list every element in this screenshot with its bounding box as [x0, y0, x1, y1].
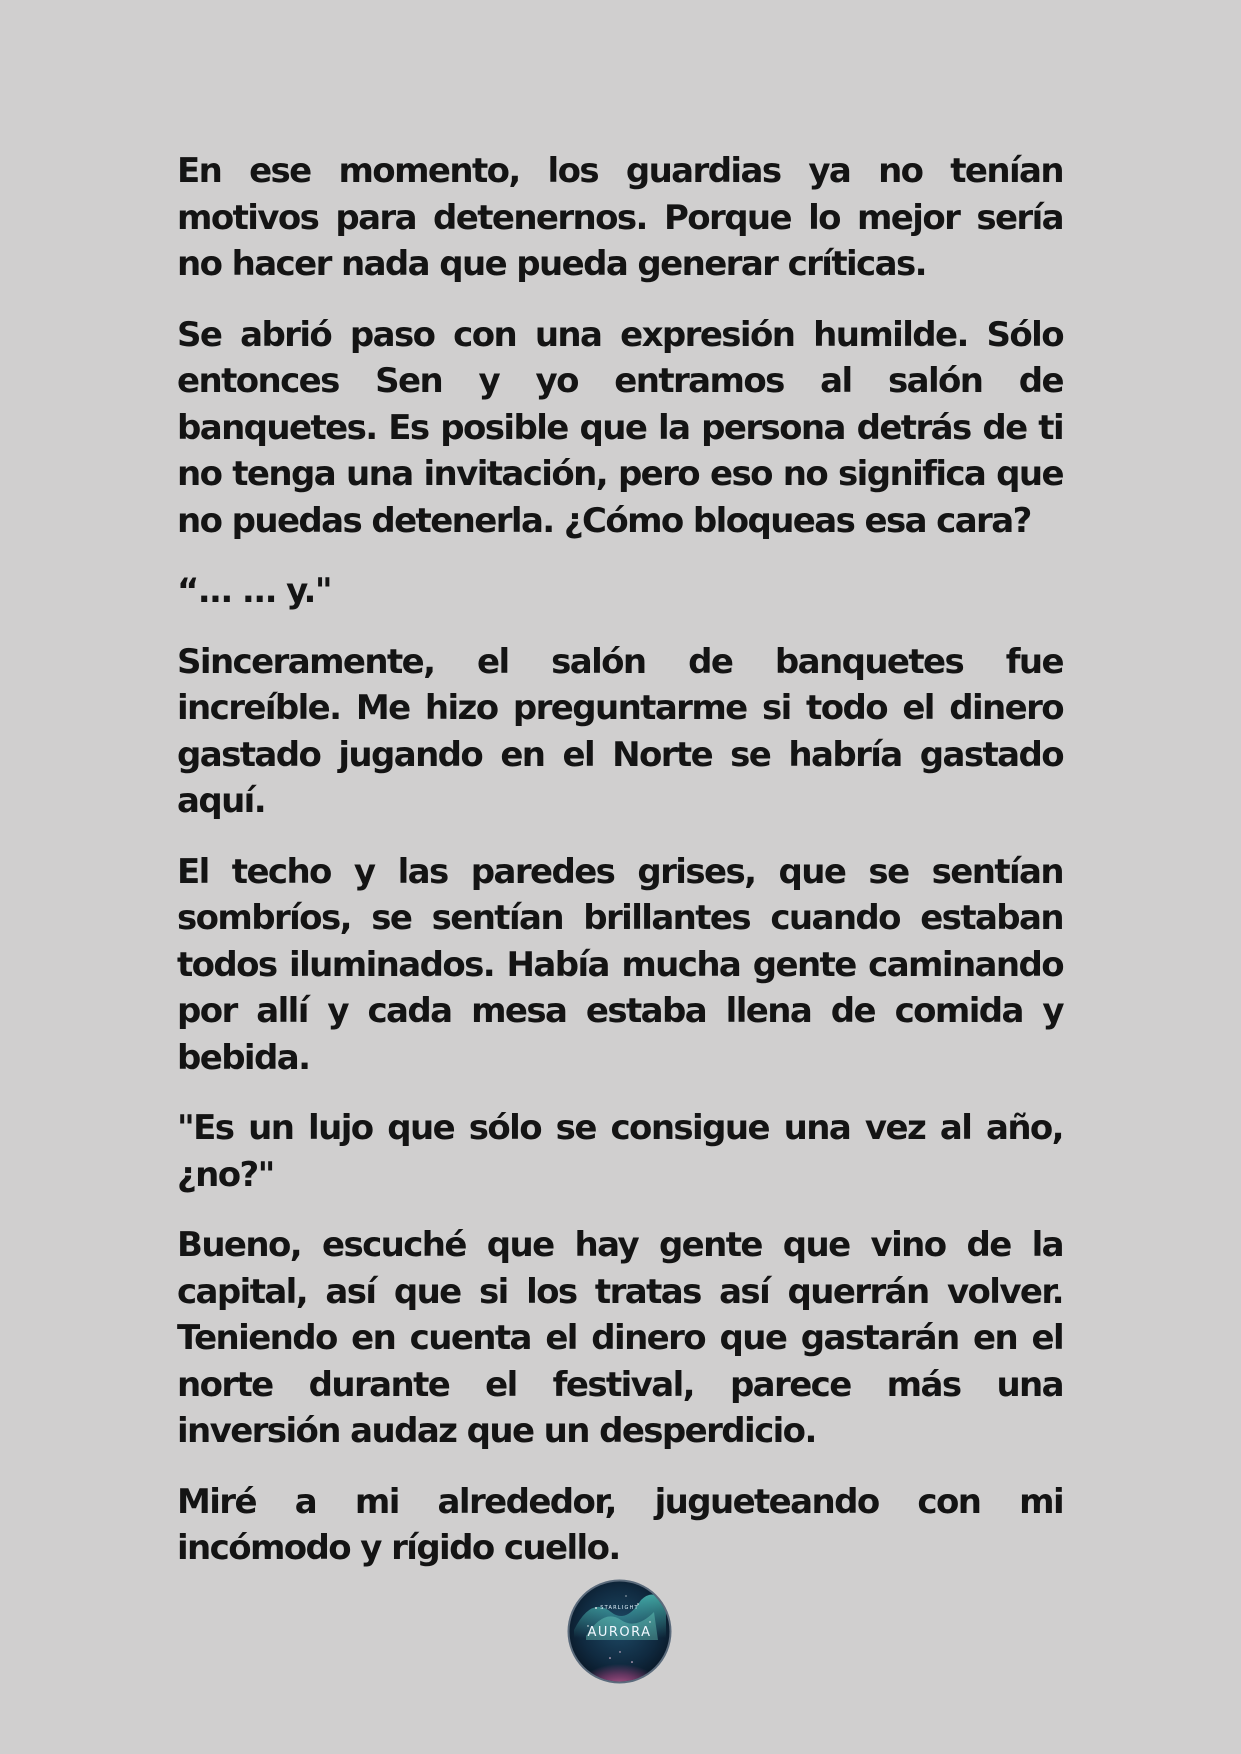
- svg-text:STARLIGHT: STARLIGHT: [600, 1605, 639, 1611]
- paragraph: Se abrió paso con una expresión humilde. Sólo entonces Sen y yo entramos al salón de banquetes. Es posible que la persona detrás de ti no tenga una invitación, pero eso no significa que no puedas detenerla. ¿Cómo bloqueas esa cara?: [177, 314, 1063, 541]
- aurora-logo-icon: [566, 1578, 673, 1685]
- paragraph: El techo y las paredes grises, que se sentían sombríos, se sentían brillantes cuando estaban todos iluminados. Había mucha gente caminando por allí y cada mesa estaba llena de comida y bebida.: [177, 851, 1063, 1078]
- paragraph: Sinceramente, el salón de banquetes fue increíble. Me hizo preguntarme si todo el dinero gastado jugando en el Norte se habría gastado aquí.: [177, 641, 1063, 821]
- paragraph: "Es un lujo que sólo se consigue una vez al año, ¿no?": [177, 1108, 1063, 1195]
- paragraph: Bueno, escuché que hay gente que vino de la capital, así que si los tratas así querrán volver. Teniendo en cuenta el dinero que gastarán en el norte durante el festival, parece más una inversión audaz que un desperdicio.: [177, 1225, 1063, 1451]
- paragraph: En ese momento, los guardias ya no tenían motivos para detenernos. Porque lo mejor sería no hacer nada que pueda generar críticas.: [177, 151, 1063, 284]
- paragraph: “... ... y.": [177, 571, 331, 611]
- body-text: [177, 148, 1063, 1596]
- paragraph: Miré a mi alrededor, jugueteando con mi incómodo y rígido cuello.: [177, 1481, 1063, 1568]
- svg-text:AURORA: AURORA: [587, 1625, 652, 1640]
